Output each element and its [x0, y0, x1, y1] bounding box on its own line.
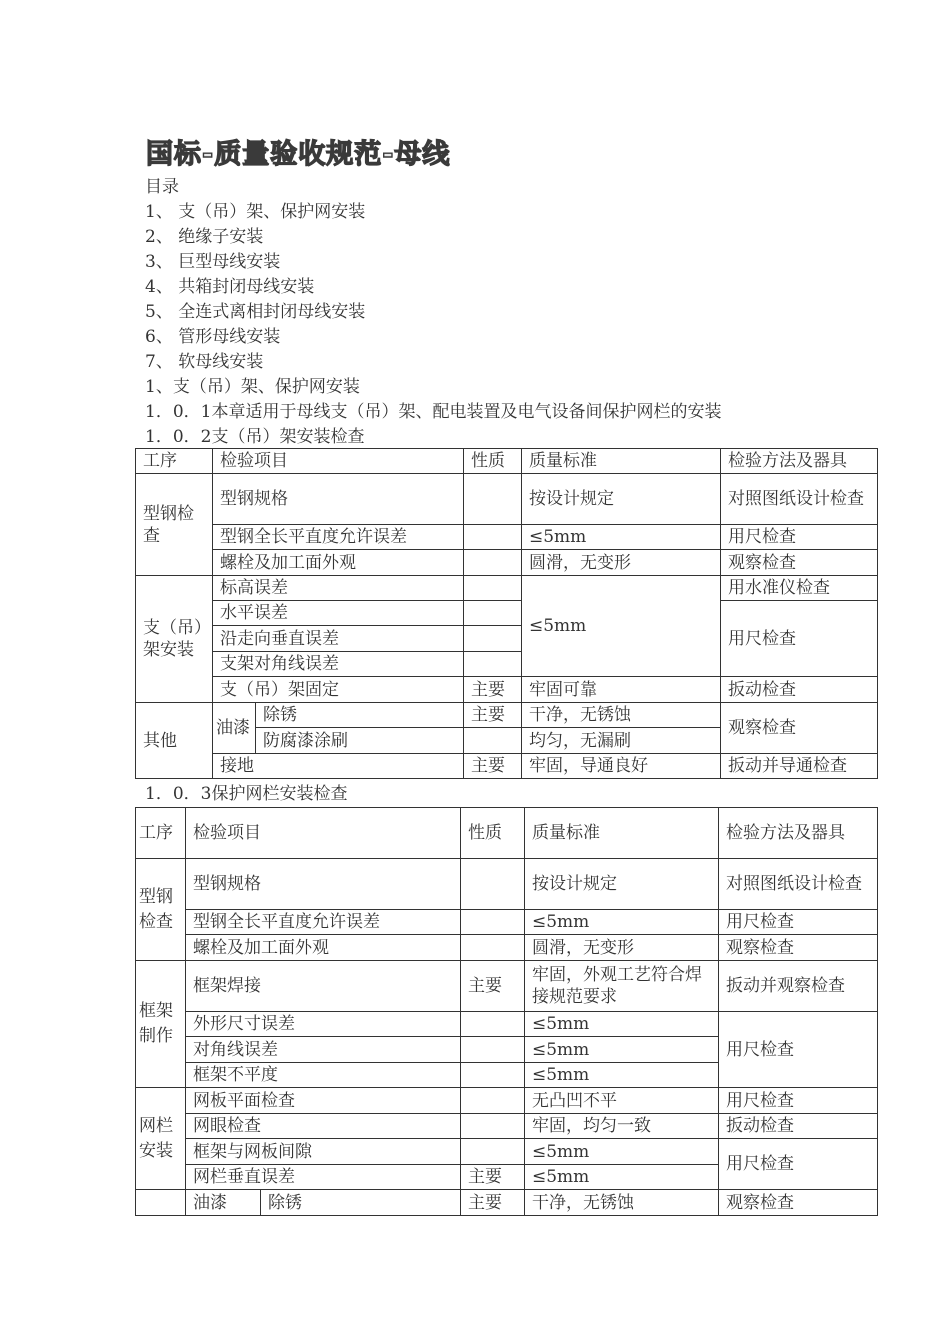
- method-cell: 观察检查: [719, 1190, 878, 1216]
- nature-cell: 主要: [461, 961, 525, 1012]
- item-cell: 接地: [213, 754, 464, 779]
- standard-cell: 干净，无锈蚀: [525, 1190, 719, 1216]
- toc-heading: 目录: [145, 177, 179, 197]
- method-cell: 观察检查: [721, 550, 878, 576]
- table-header-row: [136, 808, 878, 859]
- group-cell: 支（吊）架安装: [136, 576, 213, 703]
- item-cell: 水平误差: [213, 601, 464, 626]
- table1-caption: 1．0．2支（吊）架安装检查: [145, 427, 365, 447]
- table-row: [136, 550, 878, 576]
- item-cell: 标高误差: [213, 576, 464, 601]
- method-cell: 扳动检查: [719, 1114, 878, 1139]
- standard-cell: ≤5mm: [525, 1139, 719, 1165]
- standard-cell: 牢固可靠: [522, 677, 721, 703]
- table-row: [136, 601, 878, 626]
- table2-caption: 1．0．3保护网栏安装检查: [145, 784, 348, 804]
- nature-cell: 主要: [464, 677, 522, 703]
- item-cell: 外形尺寸误差: [186, 1012, 461, 1037]
- method-cell: 用尺检查: [719, 1088, 878, 1114]
- nature-cell: [464, 652, 522, 677]
- standard-cell: ≤5mm: [525, 1037, 719, 1063]
- item-cell: 型钢规格: [213, 474, 464, 525]
- nature-cell: 主要: [461, 1190, 525, 1216]
- nature-cell: [464, 576, 522, 601]
- method-cell: 用尺检查: [719, 910, 878, 935]
- standard-cell: 无凸凹不平: [525, 1088, 719, 1114]
- toc-item: 6、 管形母线安装: [145, 327, 281, 347]
- item-cell: 螺栓及加工面外观: [186, 935, 461, 961]
- standard-cell: 均匀，无漏刷: [522, 728, 721, 754]
- header-cell: 质量标准: [525, 808, 719, 859]
- standard-cell: ≤5mm: [525, 1063, 719, 1088]
- method-cell: 用水准仪检查: [721, 576, 878, 601]
- standard-cell: ≤5mm: [525, 1012, 719, 1037]
- group-cell: 型钢检查: [136, 859, 186, 961]
- nature-cell: [461, 1139, 525, 1165]
- standard-cell: 圆滑，无变形: [522, 550, 721, 576]
- item-cell: 框架与网板间隙: [186, 1139, 461, 1165]
- standard-cell: ≤5mm: [525, 910, 719, 935]
- standard-cell: 干净，无锈蚀: [522, 703, 721, 728]
- sub-group-cell: 油漆: [213, 703, 256, 754]
- table-header-row: [136, 449, 878, 474]
- item-cell: 除锈: [256, 703, 464, 728]
- toc-item: 2、 绝缘子安装: [145, 227, 264, 247]
- item-cell: 支架对角线误差: [213, 652, 464, 677]
- standard-cell: ≤5mm: [522, 525, 721, 550]
- toc-item: 5、 全连式离相封闭母线安装: [145, 302, 366, 322]
- standard-cell: 牢固，外观工艺符合焊接规范要求: [525, 961, 719, 1012]
- nature-cell: [464, 601, 522, 626]
- nature-cell: [461, 1037, 525, 1063]
- item-cell: 螺栓及加工面外观: [213, 550, 464, 576]
- item-cell: 防腐漆涂刷: [256, 728, 464, 754]
- header-cell: 性质: [461, 808, 525, 859]
- method-cell: 对照图纸设计检查: [719, 859, 878, 910]
- method-cell: 扳动检查: [721, 677, 878, 703]
- item-cell: 对角线误差: [186, 1037, 461, 1063]
- nature-cell: [461, 935, 525, 961]
- method-cell: 观察检查: [719, 935, 878, 961]
- page-title: 国标-质量验收规范-母线: [146, 139, 451, 170]
- table-row: [136, 525, 878, 550]
- item-cell: 框架焊接: [186, 961, 461, 1012]
- table-row: [136, 1114, 878, 1139]
- table-row: [136, 1139, 878, 1165]
- method-cell: 扳动并导通检查: [721, 754, 878, 779]
- standard-cell: 牢固，均匀一致: [525, 1114, 719, 1139]
- table-row: [136, 935, 878, 961]
- item-cell: 网栏垂直误差: [186, 1165, 461, 1190]
- group-cell: [136, 1190, 186, 1216]
- method-cell: 对照图纸设计检查: [721, 474, 878, 525]
- table-row: [136, 1012, 878, 1037]
- header-cell: 检验项目: [213, 449, 464, 474]
- standard-cell: ≤5mm: [522, 576, 721, 677]
- guard-net-inspection-table: [135, 807, 878, 1216]
- item-cell: 除锈: [261, 1190, 461, 1216]
- nature-cell: [464, 525, 522, 550]
- toc-item: 7、 软母线安装: [145, 352, 264, 372]
- hanger-inspection-table: [135, 448, 878, 779]
- clause-text: 1．0．1本章适用于母线支（吊）架、配电装置及电气设备间保护网栏的安装: [145, 402, 722, 422]
- section-heading: 1、支（吊）架、保护网安装: [145, 377, 360, 397]
- nature-cell: [461, 1088, 525, 1114]
- item-cell: 型钢规格: [186, 859, 461, 910]
- nature-cell: 主要: [464, 754, 522, 779]
- header-cell: 检验方法及器具: [719, 808, 878, 859]
- nature-cell: [461, 1114, 525, 1139]
- nature-cell: [464, 474, 522, 525]
- table-row: [136, 1088, 878, 1114]
- item-cell: 型钢全长平直度允许误差: [213, 525, 464, 550]
- item-cell: 型钢全长平直度允许误差: [186, 910, 461, 935]
- toc-item: 1、 支（吊）架、保护网安装: [145, 202, 366, 222]
- item-cell: 网眼检查: [186, 1114, 461, 1139]
- table-row: [136, 961, 878, 1012]
- body-text: [145, 175, 721, 450]
- table-row: [136, 474, 878, 525]
- header-cell: 工序: [136, 808, 186, 859]
- standard-cell: 圆滑，无变形: [525, 935, 719, 961]
- standard-cell: 按设计规定: [522, 474, 721, 525]
- group-cell: 框架制作: [136, 961, 186, 1088]
- sub-group-cell: 油漆: [186, 1190, 261, 1216]
- table-row: [136, 754, 878, 779]
- nature-cell: [461, 910, 525, 935]
- toc-item: 3、 巨型母线安装: [145, 252, 281, 272]
- table-row: [136, 910, 878, 935]
- nature-cell: 主要: [461, 1165, 525, 1190]
- item-cell: 沿走向垂直误差: [213, 626, 464, 652]
- method-cell: 观察检查: [721, 703, 878, 754]
- table-row: [136, 677, 878, 703]
- nature-cell: 主要: [464, 703, 522, 728]
- group-cell: 其他: [136, 703, 213, 779]
- header-cell: 检验方法及器具: [721, 449, 878, 474]
- nature-cell: [461, 1063, 525, 1088]
- table-row: [136, 1190, 878, 1216]
- table-row: [136, 703, 878, 728]
- standard-cell: 按设计规定: [525, 859, 719, 910]
- method-cell: 用尺检查: [719, 1012, 878, 1088]
- group-cell: 网栏安装: [136, 1088, 186, 1190]
- toc-item: 4、 共箱封闭母线安装: [145, 277, 315, 297]
- standard-cell: ≤5mm: [525, 1165, 719, 1190]
- item-cell: 支（吊）架固定: [213, 677, 464, 703]
- header-cell: 检验项目: [186, 808, 461, 859]
- nature-cell: [461, 859, 525, 910]
- nature-cell: [464, 728, 522, 754]
- nature-cell: [461, 1012, 525, 1037]
- item-cell: 框架不平度: [186, 1063, 461, 1088]
- nature-cell: [464, 550, 522, 576]
- header-cell: 工序: [136, 449, 213, 474]
- table-row: [136, 859, 878, 910]
- method-cell: 用尺检查: [721, 525, 878, 550]
- table-row: [136, 576, 878, 601]
- group-cell: 型钢检查: [136, 474, 213, 576]
- header-cell: 质量标准: [522, 449, 721, 474]
- method-cell: 扳动并观察检查: [719, 961, 878, 1012]
- item-cell: 网板平面检查: [186, 1088, 461, 1114]
- header-cell: 性质: [464, 449, 522, 474]
- method-cell: 用尺检查: [719, 1139, 878, 1190]
- standard-cell: 牢固，导通良好: [522, 754, 721, 779]
- method-cell: 用尺检查: [721, 601, 878, 677]
- nature-cell: [464, 626, 522, 652]
